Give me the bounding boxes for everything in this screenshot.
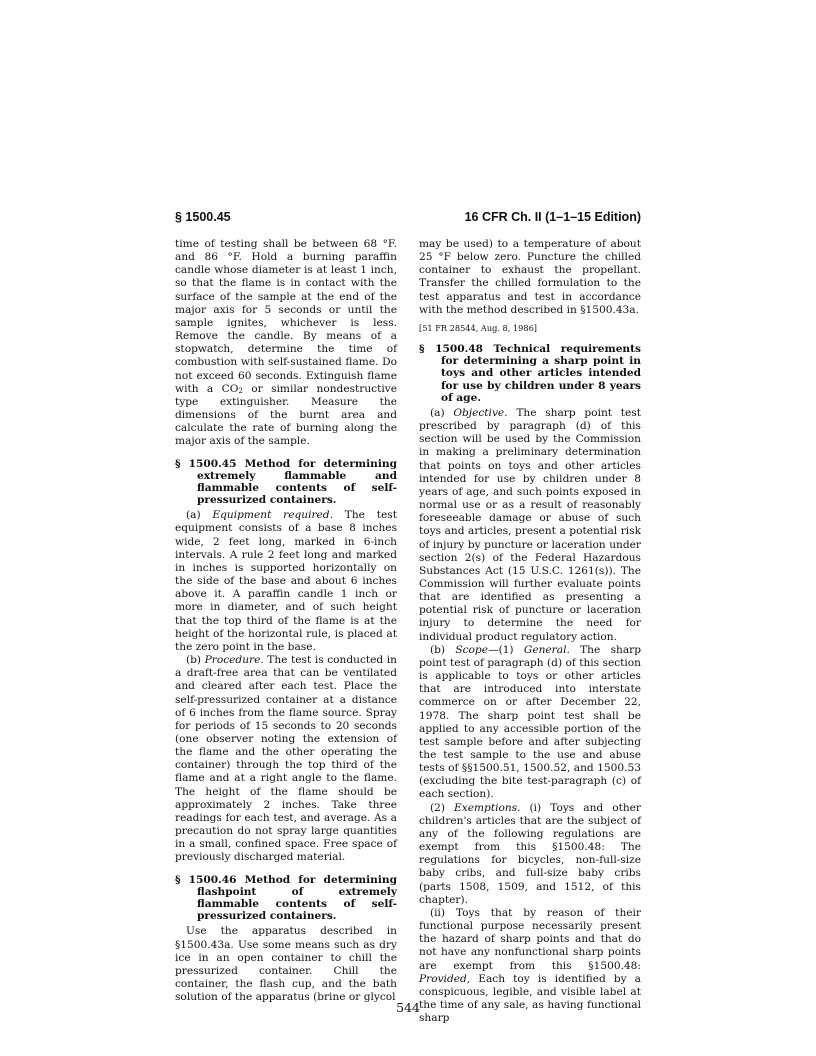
paragraph-1500-48-b1: (b) Scope—(1) General. The sharp point test of paragraph (d) of this section is applicable to toys or other articles that are introduced into interstate commerce on or after December 22, 1978. The sharp point test shall be applied to any accessible portion of the test sample before and after subjecting the test sample to the use and abuse tests of §§1500.51, 1500.52, and 1500.53 (excluding the bite test-paragraph (c) of each section).: [419, 643, 641, 801]
page-header: [175, 210, 641, 230]
paragraph-1500-45-a: (a) Equipment required. The test equipment consists of a base 8 inches wide, 2 feet long, marked in 6-inch intervals. A rule 2 feet long and marked in inches is supported horizontally on the side of the base and about 6 inches above it. A paraffin candle 1 inch or more in diameter, and of such height that the top third of the flame is at the height of the horizontal rule, is placed at the zero point in the base.: [175, 509, 398, 653]
paragraph-1500-48-b2: (2) Exemptions. (i) Toys and other children's articles that are the subject of any of the following regulations are exempt from this §1500.48: The regulations for bicycles, non-full-size baby cribs, and full-size baby cribs (parts 1508, 1509, and 1512, of this chapter).: [419, 801, 641, 906]
paragraph-1500-48-a: (a) Objective. The sharp point test prescribed by paragraph (d) of this section will be used by the Commission in making a preliminary determination that points on toys and other articles intended for use by children under 8 years of age, and such points exposed in normal use or as a result of reasonably foreseeable damage or abuse of such toys and articles, present a potential risk of injury by puncture or laceration under section 2(s) of the Federal Hazardous Substances Act (15 U.S.C. 1261(s)). The Commission will further evaluate points that are identified as presenting a potential risk of puncture or laceration injury to determine the need for individual product regulatory action.: [419, 406, 641, 643]
left-column: [175, 238, 397, 1004]
citation: [51 FR 28544, Aug. 8, 1986]: [419, 322, 537, 333]
continuation-paragraph: may be used) to a temperature of about 25 °F below zero. Puncture the chilled container to exhaust the propellant. Transfer the chilled formulation to the test apparatus and test in accordance with the method described in §1500.43a.: [419, 238, 641, 316]
paragraph-1500-46: Use the apparatus described in §1500.43a. Use some means such as dry ice in an open container to chill the pressurized container. Chill the container, the flash cup, and the bath solution of the apparatus (brine or glycol: [175, 925, 397, 1004]
continuation-paragraph: time of testing shall be between 68 °F. and 86 °F. Hold a burning paraffin candle whose diameter is at least 1 inch, so that the flame is in contact with the surface of the sample at the end of the major axis for 5 seconds or until the sample ignites, whichever is less. Remove the candle. By means of a stopwatch, determine the time of combustion with self-sustained flame. Do not exceed 60 seconds. Extinguish flame with a $CO_2$ or similar nondestructive type extinguisher. Measure the dimensions of the burnt area and calculate the rate of burning along the major axis of the sample.: [175, 238, 397, 448]
header-section-number: § 1500.45: [175, 210, 231, 224]
document-page: [175, 210, 641, 1030]
page-number: 544: [396, 1000, 420, 1015]
paragraph-1500-48-b2-ii: (ii) Toys that by reason of their functional purpose necessarily present the hazard of sharp points and that do not have any nonfunctional sharp points are exempt from this §1500.48: Provided, Each toy is identified by a conspicuous, legible, and visible label at the time of any sale, as having functional sharp: [419, 906, 641, 1025]
right-column: [419, 238, 641, 1025]
section-heading-1500-46: § 1500.46 Method for determining flashpoint of extremely flammable contents of self-pressurized containers.: [175, 873, 397, 923]
section-heading-1500-45: § 1500.45 Method for determining extremely flammable and flammable contents of self-pressurized containers.: [175, 457, 397, 507]
paragraph-1500-45-b: (b) Procedure. The test is conducted in a draft-free area that can be ventilated and cleared after each test. Place the self-pressurized container at a distance of 6 inches from the flame source. Spray for periods of 15 seconds to 20 seconds (one observer noting the extension of the flame and the other operating the container) through the top third of the flame and at a right angle to the flame. The height of the flame should be approximately 2 inches. Take three readings for each test, and average. As a precaution do not spray large quantities in a small, confined space. Free space of previously discharged material.: [175, 654, 398, 864]
header-edition: 16 CFR Ch. II (1–1–15 Edition): [464, 210, 641, 224]
section-heading-1500-48: § 1500.48 Technical requirements for determining a sharp point in toys and other articles intended for use by children under 8 years of age.: [419, 342, 641, 404]
